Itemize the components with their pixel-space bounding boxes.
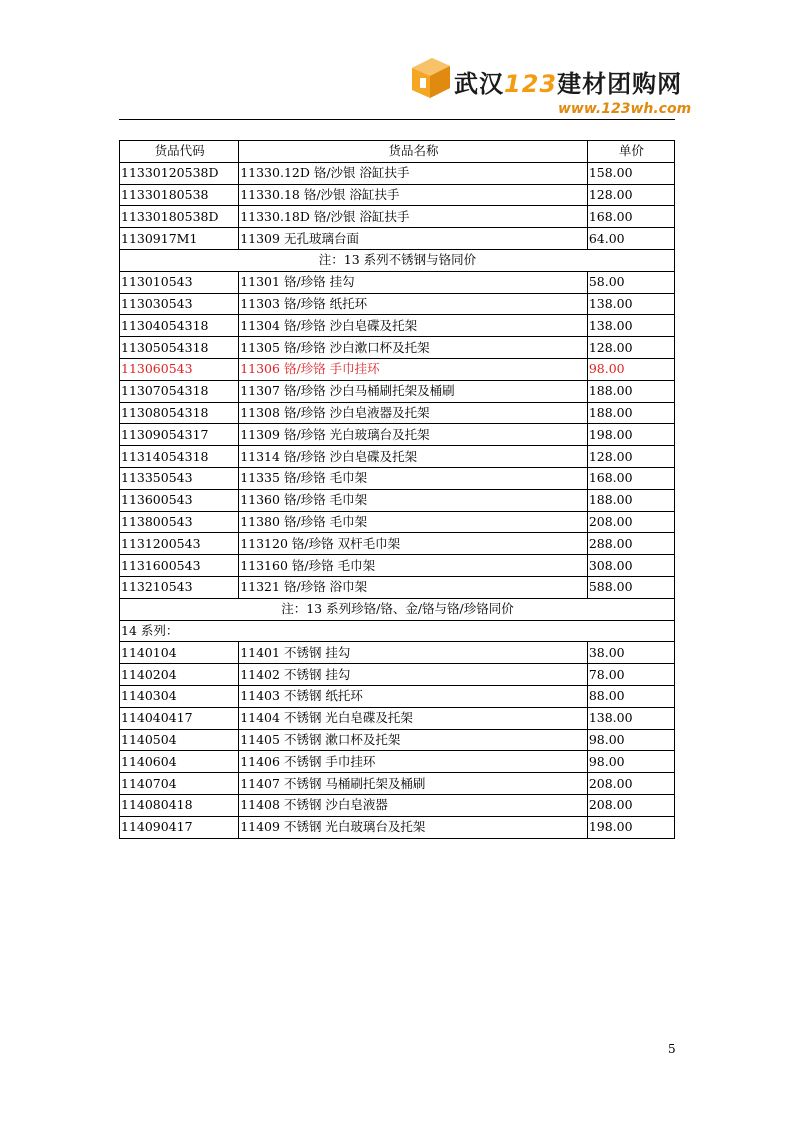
table-row bbox=[120, 489, 675, 511]
cell-code: 1131200543 bbox=[120, 533, 239, 555]
cell-code: 1140604 bbox=[120, 751, 239, 773]
price-table bbox=[119, 140, 675, 839]
logo-emblem-icon bbox=[408, 54, 452, 100]
cell-name: 11301 铬/珍铬 挂勾 bbox=[239, 271, 588, 293]
cell-price: 208.00 bbox=[587, 794, 674, 816]
table-row bbox=[120, 337, 675, 359]
cell-code: 113030543 bbox=[120, 293, 239, 315]
table-note-row bbox=[120, 249, 675, 271]
cell-code: 11330120538D bbox=[120, 162, 239, 184]
cell-code: 1140704 bbox=[120, 773, 239, 795]
table-row bbox=[120, 685, 675, 707]
cell-price: 98.00 bbox=[587, 358, 674, 380]
cell-code: 114040417 bbox=[120, 707, 239, 729]
header-price: 单价 bbox=[587, 141, 674, 163]
header-code: 货品代码 bbox=[120, 141, 239, 163]
table-row bbox=[120, 555, 675, 577]
page-number: 5 bbox=[668, 1042, 676, 1056]
table-row bbox=[120, 380, 675, 402]
cell-name: 11330.18 铬/沙银 浴缸扶手 bbox=[239, 184, 588, 206]
cell-name: 11309 无孔玻璃台面 bbox=[239, 228, 588, 250]
cell-price: 138.00 bbox=[587, 315, 674, 337]
cell-code: 113800543 bbox=[120, 511, 239, 533]
table-row bbox=[120, 228, 675, 250]
header-divider bbox=[119, 119, 675, 120]
cell-name: 113120 铬/珍铬 双杆毛巾架 bbox=[239, 533, 588, 555]
table-note: 注：13 系列珍铬/铬、金/铬与铬/珍铬同价 bbox=[120, 598, 675, 620]
cell-price: 78.00 bbox=[587, 664, 674, 686]
logo-url: www.123wh.com bbox=[558, 101, 692, 117]
table-row bbox=[120, 206, 675, 228]
cell-price: 168.00 bbox=[587, 467, 674, 489]
cell-code: 1140204 bbox=[120, 664, 239, 686]
table-section-row bbox=[120, 620, 675, 642]
cell-price: 128.00 bbox=[587, 337, 674, 359]
cell-code: 1140504 bbox=[120, 729, 239, 751]
table-note: 注：13 系列不锈钢与铬同价 bbox=[120, 249, 675, 271]
cell-code: 11308054318 bbox=[120, 402, 239, 424]
cell-name: 11405 不锈钢 漱口杯及托架 bbox=[239, 729, 588, 751]
cell-name: 11303 铬/珍铬 纸托环 bbox=[239, 293, 588, 315]
cell-price: 88.00 bbox=[587, 685, 674, 707]
table-body bbox=[120, 162, 675, 838]
table-row bbox=[120, 642, 675, 664]
cell-code: 113350543 bbox=[120, 467, 239, 489]
cell-code: 113010543 bbox=[120, 271, 239, 293]
cell-code: 11330180538 bbox=[120, 184, 239, 206]
header-logo bbox=[408, 54, 723, 120]
table-row bbox=[120, 358, 675, 380]
cell-code: 1130917M1 bbox=[120, 228, 239, 250]
cell-name: 11307 铬/珍铬 沙白马桶刷托架及桶刷 bbox=[239, 380, 588, 402]
cell-name: 11306 铬/珍铬 手巾挂环 bbox=[239, 358, 588, 380]
cell-price: 138.00 bbox=[587, 293, 674, 315]
cell-price: 188.00 bbox=[587, 380, 674, 402]
cell-name: 11304 铬/珍铬 沙白皂碟及托架 bbox=[239, 315, 588, 337]
cell-name: 11321 铬/珍铬 浴巾架 bbox=[239, 576, 588, 598]
table-section-label: 14 系列： bbox=[120, 620, 675, 642]
cell-code: 11307054318 bbox=[120, 380, 239, 402]
cell-code: 1140304 bbox=[120, 685, 239, 707]
logo-title: 武汉123建材团购网 bbox=[454, 70, 683, 98]
cell-name: 11402 不锈钢 挂勾 bbox=[239, 664, 588, 686]
table-row bbox=[120, 816, 675, 838]
table-row bbox=[120, 664, 675, 686]
cell-name: 11335 铬/珍铬 毛巾架 bbox=[239, 467, 588, 489]
cell-name: 11330.12D 铬/沙银 浴缸扶手 bbox=[239, 162, 588, 184]
table-row bbox=[120, 511, 675, 533]
cell-price: 38.00 bbox=[587, 642, 674, 664]
cell-code: 1131600543 bbox=[120, 555, 239, 577]
cell-name: 11409 不锈钢 光白玻璃台及托架 bbox=[239, 816, 588, 838]
cell-price: 188.00 bbox=[587, 402, 674, 424]
cell-price: 98.00 bbox=[587, 729, 674, 751]
cell-price: 208.00 bbox=[587, 511, 674, 533]
cell-code: 113060543 bbox=[120, 358, 239, 380]
table-header-row bbox=[120, 141, 675, 163]
cell-name: 11404 不锈钢 光白皂碟及托架 bbox=[239, 707, 588, 729]
cell-name: 11403 不锈钢 纸托环 bbox=[239, 685, 588, 707]
cell-price: 128.00 bbox=[587, 184, 674, 206]
cell-code: 113600543 bbox=[120, 489, 239, 511]
cell-name: 11308 铬/珍铬 沙白皂液器及托架 bbox=[239, 402, 588, 424]
cell-name: 11309 铬/珍铬 光白玻璃台及托架 bbox=[239, 424, 588, 446]
cell-price: 64.00 bbox=[587, 228, 674, 250]
cell-name: 11401 不锈钢 挂勾 bbox=[239, 642, 588, 664]
cell-name: 11305 铬/珍铬 沙白漱口杯及托架 bbox=[239, 337, 588, 359]
cell-code: 11309054317 bbox=[120, 424, 239, 446]
table-row bbox=[120, 773, 675, 795]
table-note-row bbox=[120, 598, 675, 620]
table-row bbox=[120, 576, 675, 598]
table-row bbox=[120, 402, 675, 424]
table-row bbox=[120, 184, 675, 206]
table-row bbox=[120, 162, 675, 184]
table-row bbox=[120, 533, 675, 555]
table-row bbox=[120, 751, 675, 773]
cell-name: 11380 铬/珍铬 毛巾架 bbox=[239, 511, 588, 533]
cell-code: 114090417 bbox=[120, 816, 239, 838]
table-row bbox=[120, 707, 675, 729]
cell-code: 11305054318 bbox=[120, 337, 239, 359]
cell-price: 138.00 bbox=[587, 707, 674, 729]
cell-price: 198.00 bbox=[587, 816, 674, 838]
cell-name: 11406 不锈钢 手巾挂环 bbox=[239, 751, 588, 773]
table-row bbox=[120, 293, 675, 315]
cell-name: 113160 铬/珍铬 毛巾架 bbox=[239, 555, 588, 577]
cell-price: 588.00 bbox=[587, 576, 674, 598]
cell-code: 11314054318 bbox=[120, 446, 239, 468]
cell-code: 114080418 bbox=[120, 794, 239, 816]
table-row bbox=[120, 446, 675, 468]
cell-price: 208.00 bbox=[587, 773, 674, 795]
cell-price: 308.00 bbox=[587, 555, 674, 577]
cell-price: 188.00 bbox=[587, 489, 674, 511]
cell-code: 1140104 bbox=[120, 642, 239, 664]
table-row bbox=[120, 794, 675, 816]
table-row bbox=[120, 424, 675, 446]
cell-price: 288.00 bbox=[587, 533, 674, 555]
table-row bbox=[120, 467, 675, 489]
table-row bbox=[120, 271, 675, 293]
cell-price: 158.00 bbox=[587, 162, 674, 184]
cell-code: 113210543 bbox=[120, 576, 239, 598]
cell-name: 11314 铬/珍铬 沙白皂碟及托架 bbox=[239, 446, 588, 468]
cell-name: 11408 不锈钢 沙白皂液器 bbox=[239, 794, 588, 816]
cell-code: 11304054318 bbox=[120, 315, 239, 337]
header-name: 货品名称 bbox=[239, 141, 588, 163]
cell-price: 98.00 bbox=[587, 751, 674, 773]
cell-price: 198.00 bbox=[587, 424, 674, 446]
cell-price: 58.00 bbox=[587, 271, 674, 293]
table-row bbox=[120, 729, 675, 751]
cell-code: 11330180538D bbox=[120, 206, 239, 228]
cell-price: 128.00 bbox=[587, 446, 674, 468]
cell-name: 11407 不锈钢 马桶刷托架及桶刷 bbox=[239, 773, 588, 795]
table-row bbox=[120, 315, 675, 337]
cell-price: 168.00 bbox=[587, 206, 674, 228]
cell-name: 11330.18D 铬/沙银 浴缸扶手 bbox=[239, 206, 588, 228]
cell-name: 11360 铬/珍铬 毛巾架 bbox=[239, 489, 588, 511]
